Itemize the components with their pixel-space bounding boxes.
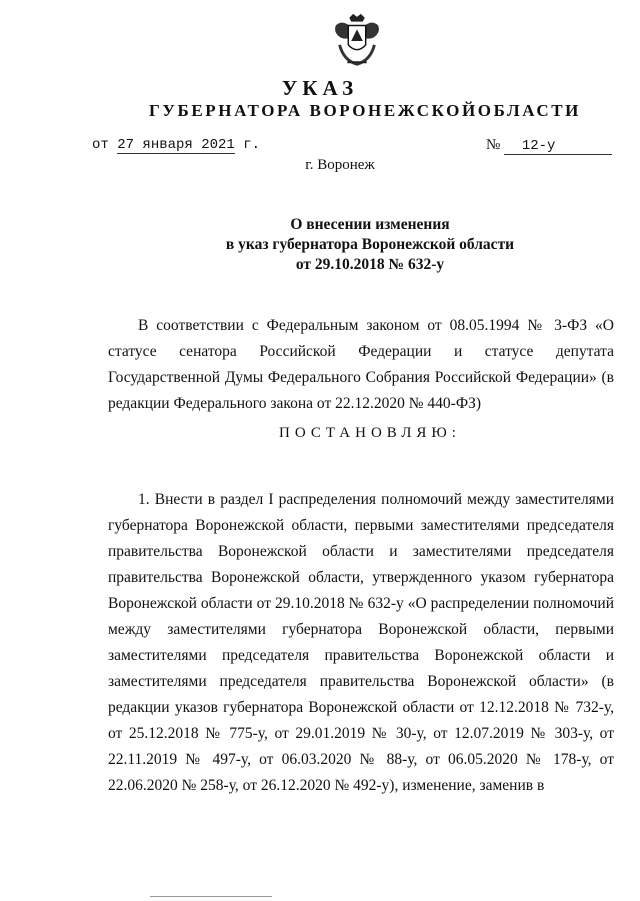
issuer-title: ГУБЕРНАТОРА ВОРОНЕЖСКОЙОБЛАСТИ	[149, 101, 581, 120]
heading-line-2: в указ губернатора Воронежской области	[225, 236, 515, 253]
heading-line-3: от 29.10.2018 № 632-у	[295, 256, 445, 273]
preamble-text: В соответствии с Федеральным законом от 08.05.1994 № 3-ФЗ «О статусе сенатора Российской Федерации и статусе депутата Государственной Думы Федерального Собрания Российской Федерации» (в редакции Федерального закона от 22.12.2020 № 440-ФЗ)	[108, 317, 614, 412]
preamble-paragraph	[108, 313, 614, 417]
document-number	[486, 137, 612, 155]
coat-of-arms-icon	[328, 12, 386, 70]
document-date	[92, 137, 260, 153]
number-value: 12-у	[504, 138, 612, 155]
page-divider	[150, 896, 272, 897]
number-label: №	[486, 137, 501, 153]
document-heading	[0, 215, 640, 275]
date-prefix: от	[92, 137, 109, 153]
clause-1-text: 1. Внести в раздел I распределения полномочий между заместителями губернатора Воронежской области, первыми заместителями председателя правительства Воронежской области и заместителями председателя правительства Воронежской области, утвержденного указом губернатора Воронежской области от 29.10.2018 № 632-у «О распределении полномочий между заместителями губернатора Воронежской области, первыми заместителями председателя правительства Воронежской области и заместителями председателя правительства Воронежской области» (в редакции указов губернатора Воронежской области от 12.12.2018 № 732-у, от 25.12.2018 № 775-у, от 29.01.2019 № 30-у, от 12.07.2019 № 303-у, от 22.11.2019 № 497-у, от 06.03.2020 № 88-у, от 06.05.2020 № 178-у, от 22.06.2020 № 258-у, от 26.12.2020 № 492-у), изменение, заменив в	[108, 491, 614, 794]
clause-1-paragraph	[108, 487, 614, 799]
date-suffix: г.	[243, 137, 261, 153]
document-type-title: УКАЗ	[281, 76, 359, 100]
decree-word: ПОСТАНОВЛЯЮ:	[279, 425, 461, 441]
document-city: г. Воронеж	[305, 157, 375, 173]
date-value: 27 января 2021	[117, 137, 235, 153]
heading-line-1: О внесении изменения	[290, 216, 450, 233]
